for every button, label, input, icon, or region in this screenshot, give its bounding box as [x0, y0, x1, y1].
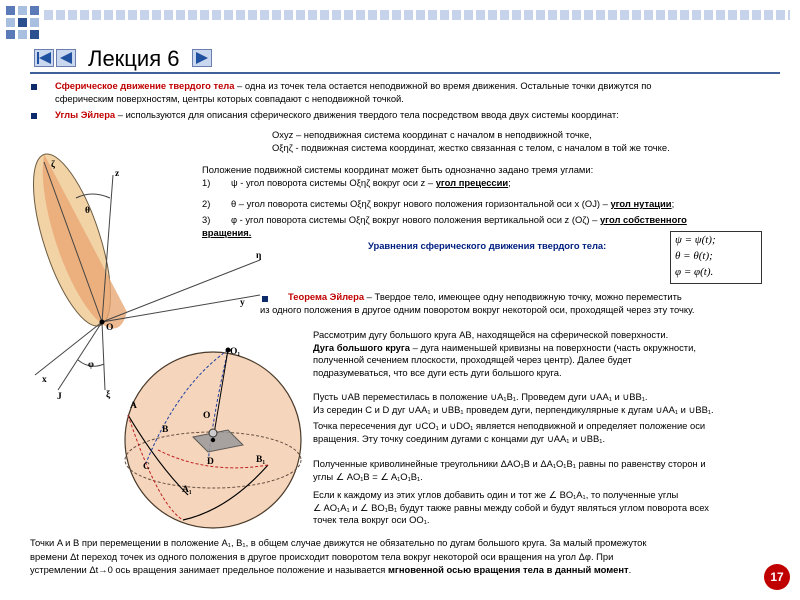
item2-num: 2) — [202, 198, 211, 209]
proof-p5-b: углы ∠ AO₁B = ∠ A₁O₁B₁. — [313, 470, 423, 482]
label-B: B — [162, 425, 169, 435]
deco-square — [18, 6, 27, 15]
def1-text-b: сферическим поверхностям, центры которых совпадают с неподвижной точкой. — [55, 92, 404, 104]
proof-p4-b: вращения. Эту точку соединим дугами с концами дуг ∪AA₁ и ∪BB₁. — [313, 432, 606, 444]
item2-term: угол нутации — [610, 198, 672, 209]
arrow-left-icon — [57, 50, 75, 66]
deco-square — [30, 30, 39, 39]
label-theta: θ — [85, 206, 90, 216]
term-instantaneous-axis: мгновенной осью вращения тела в данный момент — [387, 564, 629, 575]
item1-text: ψ - угол поворота системы Oξηζ вокруг оси z – — [230, 177, 434, 188]
definition-euler-angles — [55, 109, 785, 122]
term-great-circle: Дуга большого круга — [313, 341, 411, 353]
bottom-line1: Точки A и B при перемещении в положение A₁, B₁, в общем случае движутся не обязательно по дугам большого круга. За малый промежуток — [30, 537, 647, 548]
deco-square — [18, 18, 27, 27]
item1-num: 1) — [202, 177, 211, 188]
label-J: J — [57, 392, 62, 402]
title-underline — [30, 72, 780, 74]
item3-text: φ - угол поворота системы Oξηζ вокруг нового положения вертикальной оси z (Oζ) – — [230, 214, 598, 225]
angles-intro: Положение подвижной системы координат может быть однозначно задано тремя углами: — [202, 164, 594, 175]
point-O — [211, 438, 215, 442]
proof-p3-a: Пусть ∪AB переместилась в положение ∪A₁B₁. Проведем дуги ∪AA₁ и ∪BB₁. — [313, 391, 648, 402]
label-O1: O₁ — [230, 347, 241, 357]
theorem-text-b: из одного положения в другое одним поворотом вокруг некоторой оси, проходящей через эту точку. — [260, 303, 695, 315]
item3-term-b: вращения. — [202, 226, 252, 238]
nav-prev-button[interactable] — [56, 49, 76, 67]
label-zeta: ζ — [51, 160, 55, 170]
bullet-icon — [31, 113, 37, 119]
term-euler-angles: Углы Эйлера — [55, 109, 116, 120]
proof-p6-b: ∠ AO₁A₁ и ∠ BO₁B₁ будут также равны между собой и будут являться углом поворота всех — [313, 501, 709, 513]
deco-square — [30, 18, 39, 27]
bottom-line3: устремлении Δt→0 ось вращения занимает предельное положение и называется — [30, 564, 388, 575]
coordinate-systems — [272, 129, 772, 154]
proof-step-triangles — [313, 458, 798, 483]
proof-p6-a: Если к каждому из этих углов добавить один и тот же ∠ BO₁A₁, то полученные углы — [313, 489, 679, 500]
item2-text: θ – угол поворота системы Oξηζ вокруг нового положения горизонтальной оси x (OJ) – — [230, 198, 608, 209]
deco-square — [6, 30, 15, 39]
deco-square — [18, 30, 27, 39]
definition-spherical-motion — [55, 80, 785, 105]
term-euler-theorem: Теорема Эйлера — [288, 291, 365, 302]
def2-text: – используются для описания сферического движения твердого тела посредством ввода двух системы координат: — [115, 109, 619, 120]
item3-num: 3) — [202, 214, 211, 225]
nav-next-button[interactable] — [192, 49, 212, 67]
page-title: Лекция 6 — [88, 46, 180, 71]
top-stripe — [44, 10, 790, 20]
item3-term-a: угол собственного — [599, 214, 687, 225]
proof-step-arcs — [313, 391, 798, 416]
rewind-icon — [35, 50, 53, 66]
equations-heading: Уравнения сферического движения твердого тела: — [368, 240, 607, 251]
proof-p6-c: точек тела вокруг оси OO₁. — [313, 514, 430, 525]
label-D: D — [207, 457, 214, 467]
label-y: y — [240, 298, 245, 308]
rotation-icon — [209, 429, 217, 437]
theorem-text-a: – Твердое тело, имеющее одну неподвижную точку, можно переместить — [364, 291, 682, 302]
euler-theorem — [260, 291, 785, 316]
xi-axis — [102, 322, 105, 390]
label-phi: φ — [88, 360, 94, 370]
proof-p4-a: Точка пересечения дуг ∪CO₁ и ∪DO₁ является неподвижной и определяет положение оси — [313, 420, 706, 431]
label-xi: ξ — [106, 390, 111, 400]
proof-p3-b: Из середин C и D дуг ∪AA₁ и ∪BB₁ проведем дуги, перпендикулярные к дугам ∪AA₁ и ∪BB₁. — [313, 403, 714, 415]
fixed-point — [100, 320, 105, 325]
label-A: A — [130, 401, 137, 411]
label-x: x — [42, 375, 47, 385]
angle-item-nutation: 2) θ – угол поворота системы Oξηζ вокруг нового положения горизонтальной оси x (OJ) – угол нутации; — [202, 198, 675, 209]
label-B1: B₁ — [256, 455, 266, 465]
proof-p2-a: – дуга наименьшей кривизны на поверхности (часть окружности, — [410, 341, 696, 353]
equation-psi: ψ = ψ(t); — [675, 234, 716, 246]
proof-text — [313, 329, 793, 379]
proof-step-angles — [313, 489, 798, 527]
equation-phi: φ = φ(t). — [675, 266, 714, 278]
eta-axis — [102, 260, 260, 322]
equation-theta: θ = θ(t); — [675, 250, 713, 262]
y-axis — [102, 295, 260, 322]
angle-item-precession: 1) ψ - угол поворота системы Oξηζ вокруг оси z – угол прецессии; — [202, 177, 511, 188]
label-A1: A₁ — [182, 485, 192, 495]
coords-line2: Oξηζ - подвижная система координат, жестко связанная с телом, с началом в той же точке. — [272, 141, 670, 153]
proof-p5-a: Полученные криволинейные треугольники ΔAO₁B и ΔA₁O₁B₁ равны по равенству сторон и — [313, 458, 706, 469]
instantaneous-axis-paragraph — [30, 536, 765, 577]
coords-line1: Oxyz – неподвижная система координат с началом в неподвижной точке, — [272, 129, 592, 140]
def1-text-a: – одна из точек тела остается неподвижной во время движения. Остальные точки движутся по — [234, 80, 652, 91]
proof-p2-b: полученной сечением плоскости, проходящей через центр). Далее будет — [313, 354, 632, 365]
label-O: O — [106, 323, 114, 333]
term-spherical-motion: Сферическое движение твердого тела — [55, 80, 235, 91]
deco-square — [6, 6, 15, 15]
proof-p1: Рассмотрим дугу большого круга AB, находящейся на сферической поверхности. — [313, 329, 669, 340]
label-O-sphere: O — [203, 411, 211, 421]
label-C: C — [143, 462, 150, 472]
bottom-line3-end: . — [628, 564, 632, 575]
label-eta: η — [256, 251, 262, 261]
item1-term: угол прецессии — [435, 177, 509, 188]
nav-first-button[interactable] — [34, 49, 54, 67]
arrow-right-icon — [193, 50, 211, 66]
deco-square — [6, 18, 15, 27]
label-z: z — [115, 169, 120, 179]
deco-square — [30, 6, 39, 15]
proof-p2-c: подразумеваться, что все дуги есть дуги большого круга. — [313, 366, 562, 378]
slide-number-badge: 17 — [764, 564, 790, 590]
bottom-line2: времени Δt переход точек из одного положения в другое происходит поворотом тела вокруг некоторой оси вращения на угол Δφ. При — [30, 550, 614, 562]
equations-box — [670, 231, 762, 284]
bullet-icon — [31, 84, 37, 90]
J-axis — [58, 322, 102, 390]
euler-theorem-sphere — [118, 345, 308, 530]
proof-step-axis — [313, 420, 798, 445]
